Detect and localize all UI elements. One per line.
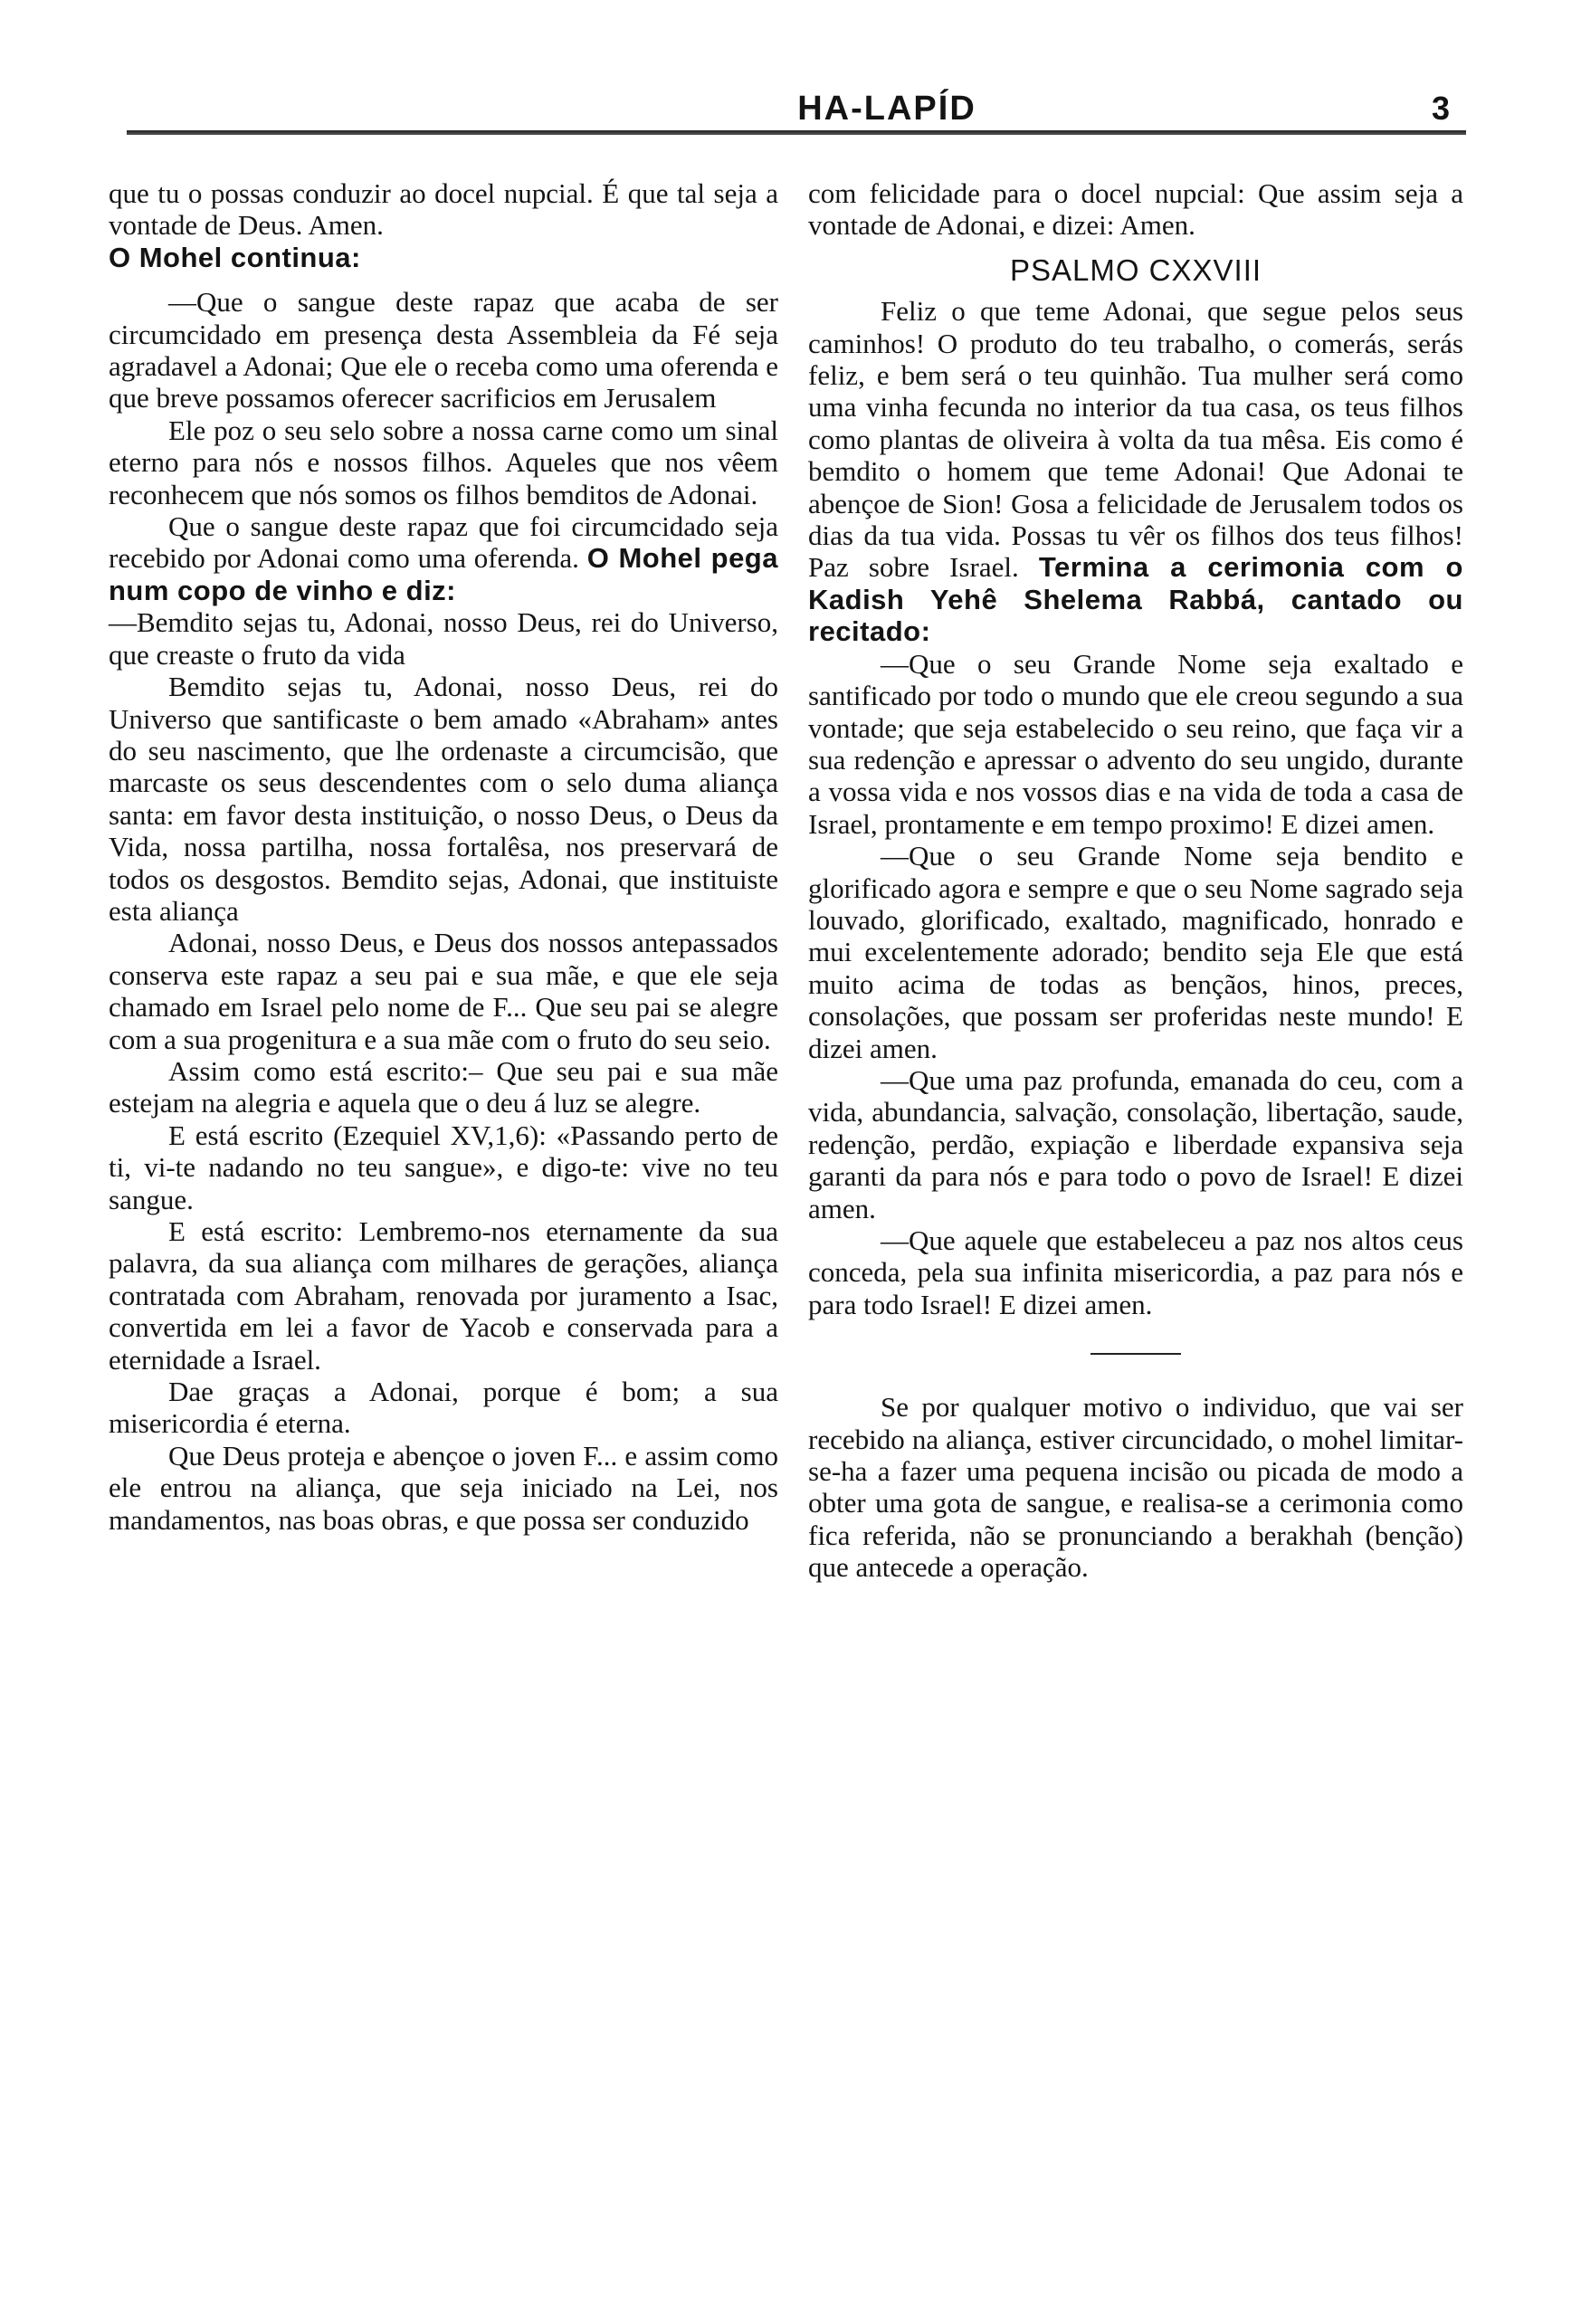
paragraph: —Que o seu Grande Nome seja exaltado e santificado por todo o mundo que ele creou segundo a sua vontade; que seja estabelecido o seu reino, que faça vir a sua redenção e apressar o advento do seu ungido, durante a vossa vida e nos vossos dias e na vida de toda a casa de Israel, prontamente e em tempo proximo! E dizei amen.: [808, 647, 1463, 840]
paragraph-text: Que o sangue deste rapaz que foi circumcidado seja recebido por Adonai como uma oferenda.: [109, 510, 778, 575]
paragraph: [109, 510, 778, 606]
right-column: [808, 177, 1463, 1584]
paragraph: Ele poz o seu selo sobre a nossa carne como um sinal eterno para nós e nossos filhos. Aqueles que nos vêem reconhecem que nós somos os filhos bemditos de Adonai.: [109, 414, 778, 510]
paragraph: Se por qualquer motivo o individuo, que vai ser recebido na aliança, estiver circuncidado, o mohel limitar-se-ha a fazer uma pequena incisão ou picada de modo a obter uma gota de sangue, e realisa-se a cerimonia como fica referida, não se pronunciando a berakhah (benção) que antecede a operação.: [808, 1391, 1463, 1584]
paragraph: E está escrito: Lembremo-nos eternamente da sua palavra, da sua aliança com milhares de gerações, aliança contratada com Abraham, renovada por juramento a Isac, convertida em lei a favor de Yacob e conservada para a eternidade a Israel.: [109, 1215, 778, 1376]
paragraph: que tu o possas conduzir ao docel nupcial. É que tal seja a vontade de Deus. Amen.: [109, 177, 778, 242]
paragraph: com felicidade para o docel nupcial: Que assim seja a vontade de Adonai, e dizei: Amen.: [808, 177, 1463, 242]
paragraph: Adonai, nosso Deus, e Deus dos nossos antepassados conserva este rapaz a seu pai e sua mãe, e que ele seja chamado em Israel pelo nome de F... Que seu pai se alegre com a sua progenitura e a sua mãe com o fruto do seu seio.: [109, 927, 778, 1055]
rubric: O Mohel pega num copo de vinho e diz:: [109, 542, 778, 606]
paragraph: E está escrito (Ezequiel XV,1,6): «Passando perto de ti, vi-te nadando no teu sangue», e digo-te: vive no teu sangue.: [109, 1119, 778, 1215]
header-rule: [127, 130, 1466, 135]
psalm-title: PSALMO CXXVIII: [1009, 252, 1262, 287]
paragraph: —Que o seu Grande Nome seja bendito e glorificado agora e sempre e que o seu Nome sagrado seja louvado, glorificado, exaltado, magnificado, honrado e mui excelentemente adorado; bendito seja Ele que está muito acima de todas as bençãos, hinos, preces, consolações, que possam ser proferidas neste mundo! E dizei amen.: [808, 840, 1463, 1064]
spacer: [109, 273, 778, 286]
page-header: [127, 87, 1466, 134]
paragraph: —Bemdito sejas tu, Adonai, nosso Deus, rei do Universo, que creaste o fruto da vida: [109, 606, 778, 671]
left-column: [109, 177, 778, 1536]
section-divider: [1091, 1353, 1181, 1355]
paragraph-text: Feliz o que teme Adonai, que segue pelos seus caminhos! O produto do teu trabalho, o comerás, serás feliz, e bem será o teu quinhão. Tua mulher será como uma vinha fecunda no interior da tua casa, os teus filhos como plantas de oliveira à volta da tua mêsa. Eis como é bemdito o homem que teme Adonai! Que Adonai te abençoe de Sion! Gosa a felicidade de Jerusalem todos os dias da tua vida. Possas tu vêr os filhos dos teus filhos! Paz sobre Israel.: [808, 295, 1463, 584]
paragraph: —Que aquele que estabeleceu a paz nos altos ceus conceda, pela sua infinita misericordia, a paz para nós e para todo Israel! E dizei amen.: [808, 1224, 1463, 1320]
paragraph: Bemdito sejas tu, Adonai, nosso Deus, rei do Universo que santificaste o bem amado «Abraham» antes do seu nascimento, que lhe ordenaste a circumcisão, que marcaste os seus descendentes com o selo duma aliança santa: em favor desta instituição, o nosso Deus, o Deus da Vida, nossa partilha, nossa fortalêsa, nos preservará de todos os desgostos. Bemdito sejas, Adonai, que instituiste esta aliança: [109, 671, 778, 927]
paragraph: —Que o sangue deste rapaz que acaba de ser circumcidado em presença desta Assembleia da Fé seja agradavel a Adonai; Que ele o receba como uma oferenda e que breve possamos oferecer sacrificios em Jerusalem: [109, 286, 778, 414]
paragraph: Assim como está escrito:– Que seu pai e sua mãe estejam na alegria e aquela que o deu á luz se alegre.: [109, 1054, 778, 1119]
running-title: HA-LAPÍD: [797, 90, 976, 128]
rubric: O Mohel continua:: [109, 241, 361, 273]
paragraph: [808, 295, 1463, 647]
rubric: Termina a cerimonia com o Kadish Yehê Shelema Rabbá, cantado ou recitado:: [808, 551, 1463, 648]
paragraph: Dae graças a Adonai, porque é bom; a sua misericordia é eterna.: [109, 1376, 778, 1440]
paragraph: —Que uma paz profunda, emanada do ceu, com a vida, abundancia, salvação, consolação, libertação, saude, redenção, perdão, expiação e liberdade expansiva seja garanti da para nós e para todo o povo de Israel! E dizei amen.: [808, 1063, 1463, 1224]
page-number: 3: [1431, 90, 1450, 127]
paragraph: Que Deus proteja e abençoe o joven F... e assim como ele entrou na aliança, que seja iniciado na Lei, nos mandamentos, nas boas obras, e que possa ser conduzido: [109, 1439, 778, 1536]
